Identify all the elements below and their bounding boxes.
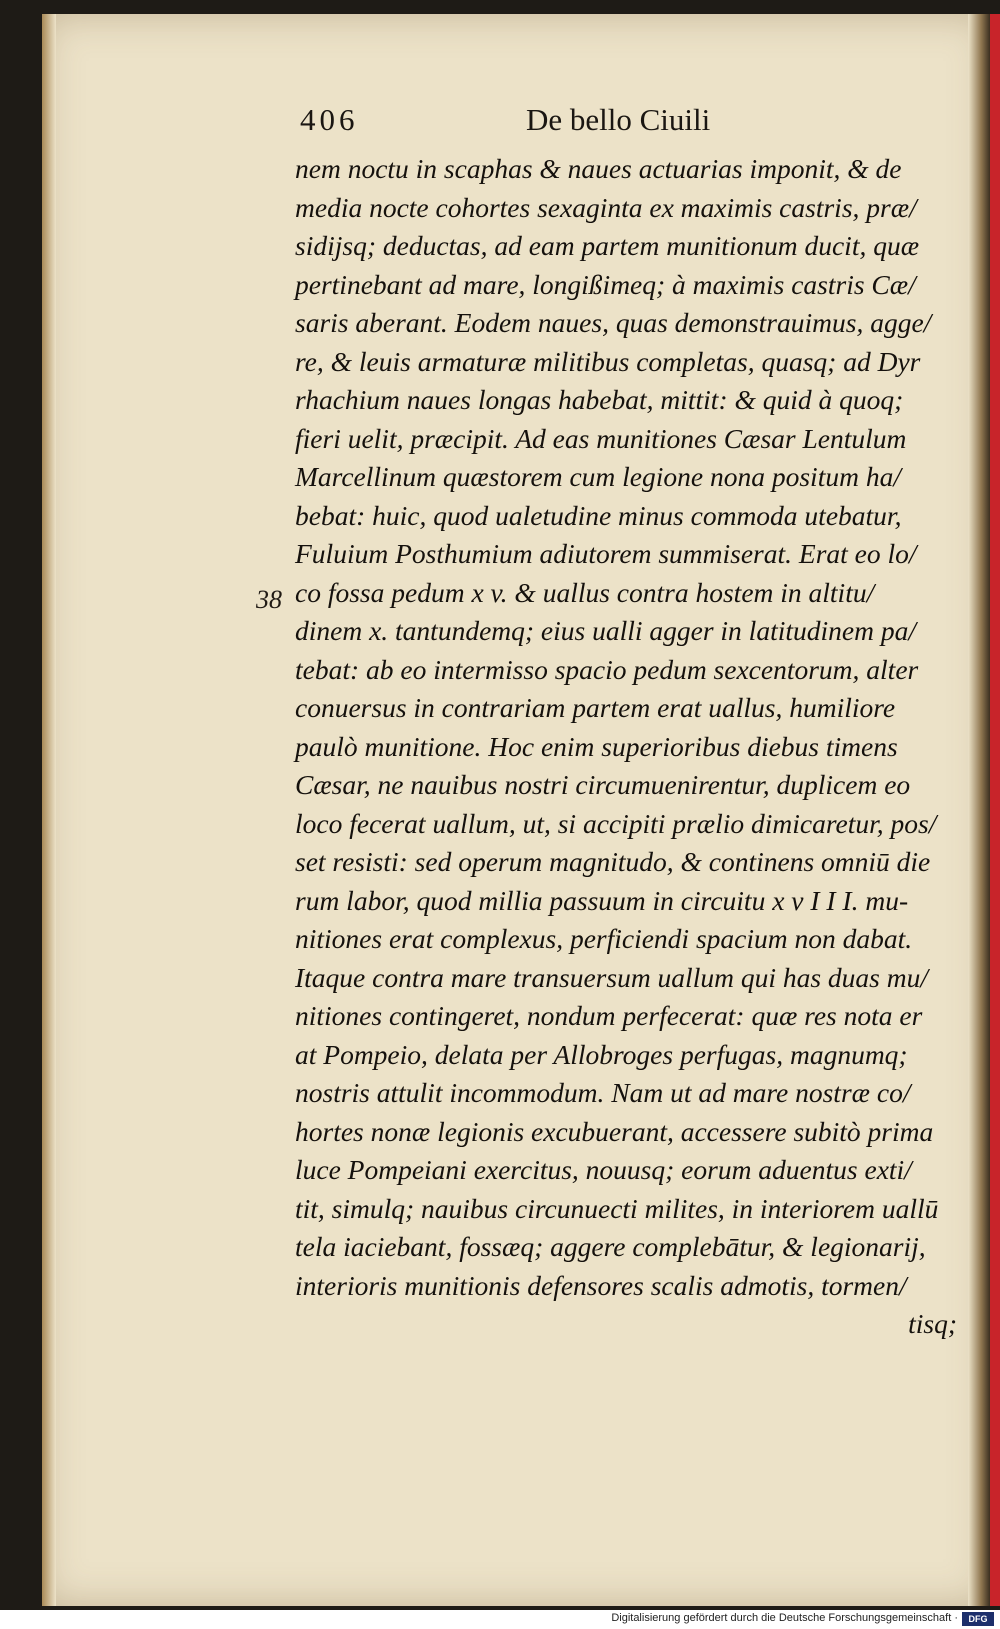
text-line: Marcellinum quæstorem cum legione nona positum ha/ <box>295 461 901 492</box>
page-gutter-shadow <box>42 14 56 1606</box>
text-line: Cæsar, ne nauibus nostri circumuenirentur, duplicem eo <box>295 769 911 800</box>
page-header <box>300 100 760 144</box>
text-line: conuersus in contrariam partem erat uallus, humiliore <box>295 692 896 723</box>
text-line: co fossa pedum x v. & uallus contra hostem in altitu/ <box>295 576 875 608</box>
text-line: hortes nonæ legionis excubuerant, accessere subitò prima <box>295 1115 934 1147</box>
text-line: paulò munitione. Hoc enim superioribus diebus timens <box>295 730 898 762</box>
page-number: 406 <box>300 102 359 137</box>
footer-credit: Digitalisierung gefördert durch die Deutsche Forschungsgemeinschaft · <box>611 1612 958 1624</box>
text-line: tela iaciebant, fossæq; aggere complebātur, & legionarij, <box>295 1231 926 1262</box>
text-line: tit, simulq; nauibus circunuecti milites, in interiorem uallū <box>295 1192 939 1224</box>
text-line: dinem x. tantundemq; eius ualli agger in latitudinem pa/ <box>295 615 916 646</box>
text-line: Itaque contra mare transuersum uallum qui has duas mu/ <box>295 961 928 993</box>
text-line: fieri uelit, præcipit. Ad eas munitiones Cæsar Lentulum <box>295 422 907 454</box>
text-line: interioris munitionis defensores scalis admotis, tormen/ <box>295 1269 907 1301</box>
text-line: tebat: ab eo intermisso spacio pedum sexcentorum, alter <box>295 653 919 685</box>
text-line: at Pompeio, delata per Allobroges perfugas, magnumq; <box>295 1038 908 1070</box>
text-line: set resisti: sed operum magnitudo, & continens omniū die <box>295 846 931 877</box>
text-line: luce Pompeiani exercitus, nouusq; eorum aduentus exti/ <box>295 1154 912 1185</box>
body-text <box>295 150 965 1344</box>
text-line: Fuluium Posthumium adiutorem summiserat. Erat eo lo/ <box>295 538 917 569</box>
text-line: nem noctu in scaphas & naues actuarias imponit, & de <box>295 153 902 184</box>
digitization-footer <box>0 1610 1000 1629</box>
text-line: media nocte cohortes sexaginta ex maximis castris, præ/ <box>295 191 917 223</box>
text-line: pertinebant ad mare, longißimeq; à maximis castris Cæ/ <box>295 268 916 300</box>
text-line: bebat: huic, quod ualetudine minus commoda utebatur, <box>295 499 902 531</box>
page-edge-shadow <box>968 14 990 1606</box>
text-line: saris aberant. Eodem naues, quas demonstrauimus, agge/ <box>295 307 932 338</box>
text-line: nitiones contingeret, nondum perfecerat: quæ res nota er <box>295 1000 923 1031</box>
catchword: tisq; <box>908 1308 957 1339</box>
text-line: loco fecerat uallum, ut, si accipiti prælio dimicaretur, pos/ <box>295 807 937 839</box>
text-line: rum labor, quod millia passuum in circuitu x v I I I. mu- <box>295 884 909 916</box>
dfg-logo-icon: DFG <box>962 1612 994 1626</box>
margin-note: 38 <box>256 585 282 614</box>
text-line: sidijsq; deductas, ad eam partem munitionum ducit, quæ <box>295 230 920 261</box>
text-line: nitiones erat complexus, perficiendi spacium non dabat. <box>295 923 913 954</box>
text-line: rhachium naues longas habebat, mittit: & quid à quoq; <box>295 384 904 415</box>
text-line: nostris attulit incommodum. Nam ut ad mare nostræ co/ <box>295 1077 911 1108</box>
scan-edge-strip <box>990 14 1000 1606</box>
running-head: De bello Ciuili <box>526 102 711 137</box>
text-line: re, & leuis armaturæ militibus completas, quasq; ad Dyr <box>295 345 921 377</box>
